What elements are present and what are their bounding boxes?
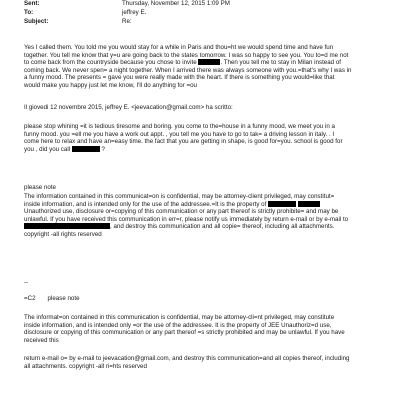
please-note-label-2: please note <box>47 295 80 302</box>
text-segment: . Then you tell me to stay in Milan instead of <box>220 59 341 67</box>
subject-row <box>24 18 132 26</box>
text-line: Yes I called them. You told me you would stay for a while in Paris and thou=ht we would spend time and have fun <box>24 44 334 51</box>
text-line: disclosure or copying of this communication or any part thereof =s strictly prohibited and may be unlawful. If you have <box>24 329 345 337</box>
text-line: come here to relax and have an=easy time. the fact that you are getting in shape, is good for=you. school is good for <box>24 138 343 146</box>
text-line: copyright -all rights reserved <box>24 230 102 238</box>
text-line: Unauthorized use, disclosure or=copying of this communication or any part thereof is strictly prohibite= and may be <box>24 208 339 216</box>
quote-header <box>24 104 384 112</box>
message-paragraph-2 <box>24 123 384 153</box>
text-line: please stop whining =it is tedious tiresome and boring. you come to the=house in a funny mood, we meet you in a <box>24 123 335 130</box>
redaction-box <box>24 223 110 229</box>
text-segment: , and destroy this communication and all copie= thereof, including all attachments. <box>110 223 335 231</box>
text-line <box>24 295 384 303</box>
text-segment: inside information, and is intended only for the use of the addressee.=It is the property of <box>24 200 267 208</box>
disclaimer-paragraph-1 <box>24 193 384 239</box>
text-line: -- <box>24 279 29 286</box>
to-value: jeffrey E. <box>122 9 147 16</box>
text-line: coming back. We never spen= a night together. When I arrived there was always someone with you.=that's why I was in <box>24 66 352 74</box>
text-line <box>24 146 384 154</box>
text-line: return e-mail o= by e-mail to jeevacation@gmail.com, and destroy this communication=and all copies thereof, including <box>24 355 350 362</box>
sent-value: Thursday, November 12, 2015 1:09 PM <box>122 0 230 7</box>
text-line: all attachments. copyright -all ri=hts reserved <box>24 362 147 370</box>
text-line: The information contained in this communicat=on is confidential, may be attorney-client privileged, may constitut= <box>24 193 335 200</box>
text-line: The informat=on contained in this communication is confidential, may be attorney-cli=nt privileged, may constitute <box>24 314 335 321</box>
subject-value: Re: <box>122 18 132 25</box>
to-label: To: <box>24 9 34 16</box>
text-line: unlawful. If you have received this communication in err=r, please notify us immediately by return e-mail or by e-mail to <box>24 215 349 223</box>
redaction-box <box>298 201 320 207</box>
disclaimer-paragraph-3 <box>24 355 384 370</box>
disclaimer-paragraph-2 <box>24 314 384 344</box>
redaction-box <box>198 59 220 65</box>
sent-label: Sent: <box>24 0 40 7</box>
text-line <box>24 59 384 67</box>
message-paragraph-1 <box>24 44 384 90</box>
text-line <box>24 223 384 231</box>
text-line: funny mood. you =ell me you have a work out appt. , you tell me you have to go to tak= a driving lesson in italy. . I <box>24 130 335 138</box>
text-segment: ? <box>99 145 105 153</box>
text-segment: you , did you call <box>24 145 71 153</box>
redaction-box <box>268 201 296 207</box>
sent-row <box>24 0 230 8</box>
separator-dashes <box>24 279 384 287</box>
text-line <box>24 201 384 209</box>
text-line: together. You tell me know that y=u are going back to the states tomorrow. I was so happy to see you. You to=d me not <box>24 51 349 59</box>
text-line: inside information, and is intended only =or the use of the addressee. It is the property of JEE Unauthoriz=d use, <box>24 321 332 329</box>
text-line: would make you happy just let me know, I'll do anything for =ou <box>24 81 197 89</box>
subject-label: Subject: <box>24 18 49 25</box>
text-line: please note <box>24 184 56 191</box>
redaction-box <box>72 146 100 152</box>
text-line: received this <box>24 336 59 344</box>
text-segment: to come back from the countryside because you chose to invite <box>24 59 197 67</box>
text-line: a funny mood. The presents = gave you were really made with the heart. If there is something you would=like that <box>24 74 335 82</box>
to-row <box>24 9 146 17</box>
c2-row <box>24 295 384 303</box>
please-note-label <box>24 184 384 192</box>
c2-marker: =C2 <box>24 295 36 302</box>
text-line: Il giovedi 12 novembre 2015, jeffrey E. <jeevacation@gmail.com> ha scritto: <box>24 104 233 111</box>
